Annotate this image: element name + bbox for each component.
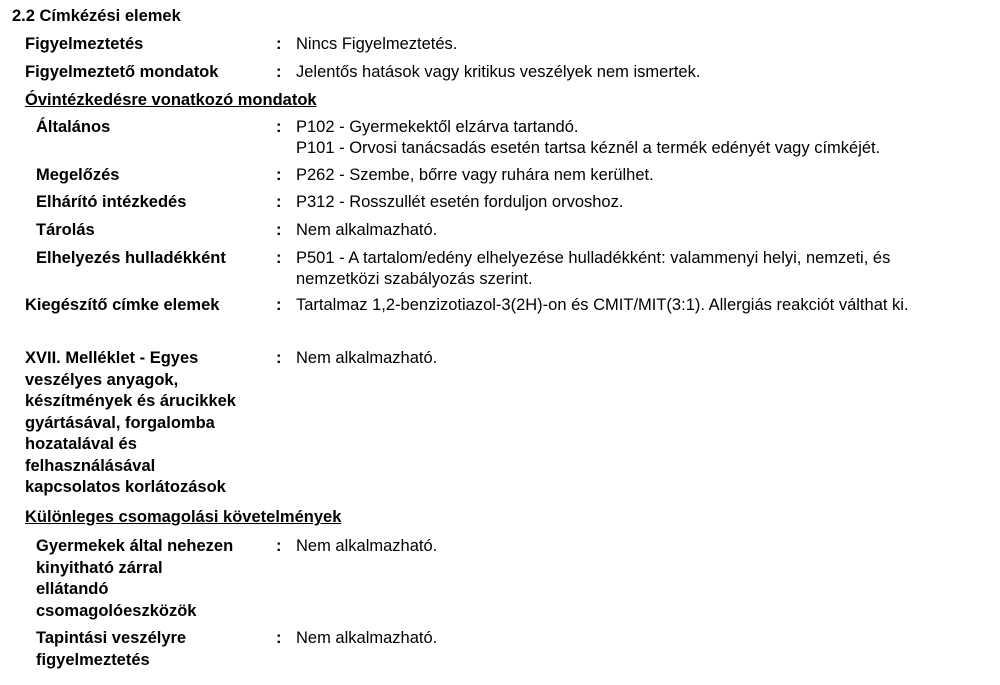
- general-line-1: P102 - Gyermekektől elzárva tartandó.: [296, 118, 579, 136]
- signal-word-value: Nincs Figyelmeztetés.: [296, 35, 458, 53]
- disposal-line-1: P501 - A tartalom/edény elhelyezése hulladékként: valammenyi helyi, nemzeti, és: [296, 249, 891, 267]
- child-resistant-label-line: kinyitható zárral: [36, 558, 163, 577]
- separator: :: [276, 249, 282, 267]
- supplemental-value: Tartalmaz 1,2-benzizotiazol-3(2H)-on és CMIT/MIT(3:1). Allergiás reakciót válthat ki.: [296, 296, 909, 314]
- child-resistant-label-line: ellátandó: [36, 580, 109, 598]
- separator: :: [276, 221, 282, 239]
- storage-value: Nem alkalmazható.: [296, 221, 438, 239]
- disposal-label: Elhelyezés hulladékként: [36, 249, 226, 267]
- signal-word-label: Figyelmeztetés: [25, 35, 144, 53]
- separator: :: [276, 118, 282, 136]
- tactile-warning-label-line: Tapintási veszélyre: [36, 629, 187, 647]
- separator: :: [276, 166, 282, 184]
- hazard-statements-value: Jelentős hatások vagy kritikus veszélyek nem ismertek.: [296, 63, 701, 81]
- packaging-heading: Különleges csomagolási követelmények: [25, 508, 342, 526]
- separator: :: [276, 537, 282, 555]
- response-label: Elhárító intézkedés: [36, 193, 187, 211]
- general-label: Általános: [36, 118, 111, 136]
- separator: :: [276, 63, 282, 81]
- annex-xvii-label: [25, 348, 236, 499]
- separator: :: [276, 349, 282, 367]
- hazard-statements-label: Figyelmeztető mondatok: [25, 63, 219, 81]
- separator: :: [276, 193, 282, 211]
- child-resistant-label: [36, 536, 233, 622]
- prevention-label: Megelőzés: [36, 166, 120, 184]
- child-resistant-label-line: csomagolóeszközök: [36, 601, 197, 620]
- supplemental-label: Kiegészítő címke elemek: [25, 296, 220, 314]
- tactile-warning-label: [36, 628, 186, 671]
- annex-xvii-label-line: veszélyes anyagok,: [25, 370, 179, 389]
- annex-xvii-label-line: hozatalával és: [25, 435, 137, 453]
- child-resistant-label-line: Gyermekek által nehezen: [36, 537, 234, 555]
- tactile-warning-value: Nem alkalmazható.: [296, 629, 438, 647]
- tactile-warning-label-line: figyelmeztetés: [36, 650, 150, 669]
- section-title: 2.2 Címkézési elemek: [12, 7, 181, 25]
- annex-xvii-label-line: készítmények és árucikkek: [25, 392, 236, 410]
- separator: :: [276, 296, 282, 314]
- separator: :: [276, 629, 282, 647]
- separator: :: [276, 35, 282, 53]
- general-line-2: P101 - Orvosi tanácsadás esetén tartsa kéznél a termék edényét vagy címkéjét.: [296, 139, 881, 157]
- annex-xvii-value: Nem alkalmazható.: [296, 349, 438, 367]
- response-value: P312 - Rosszullét esetén forduljon orvoshoz.: [296, 193, 624, 211]
- annex-xvii-label-line: felhasználásával: [25, 456, 156, 475]
- child-resistant-value: Nem alkalmazható.: [296, 537, 438, 555]
- annex-xvii-label-line: kapcsolatos korlátozások: [25, 478, 226, 496]
- disposal-line-2: nemzetközi szabályozás szerint.: [296, 270, 533, 288]
- annex-xvii-label-line: gyártásával, forgalomba: [25, 413, 215, 432]
- precautionary-heading: Óvintézkedésre vonatkozó mondatok: [25, 91, 317, 109]
- storage-label: Tárolás: [36, 221, 95, 239]
- prevention-value: P262 - Szembe, bőrre vagy ruhára nem kerülhet.: [296, 166, 654, 184]
- annex-xvii-label-line: XVII. Melléklet - Egyes: [25, 349, 199, 367]
